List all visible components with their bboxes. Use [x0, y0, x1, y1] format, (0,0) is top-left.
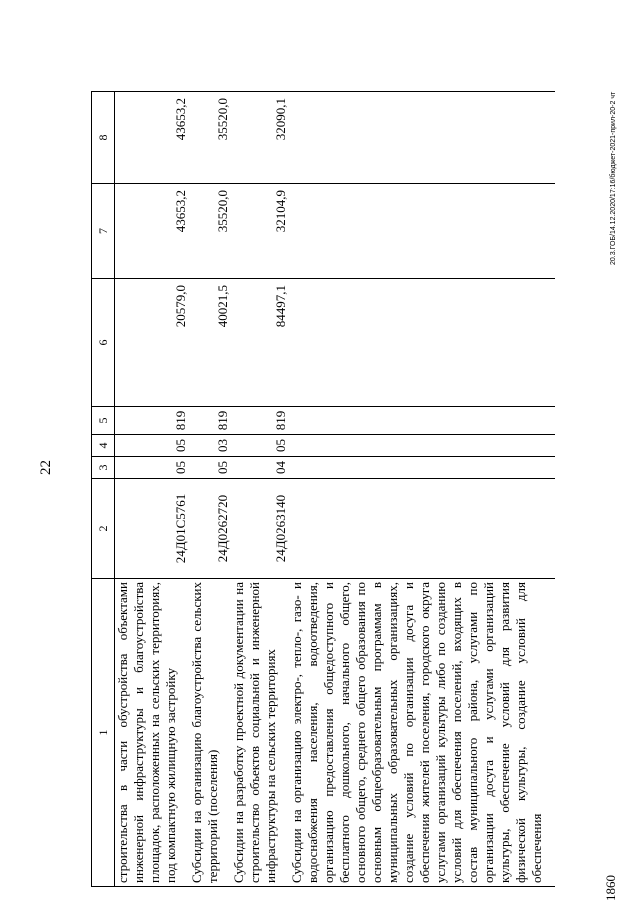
- amount-col8: 43653,2: [115, 92, 190, 184]
- amount-col8: [289, 92, 555, 184]
- expense-type-code: 819: [189, 407, 231, 435]
- row-description: Субсидии на организацию благоустройства сельских территорий (поселения): [189, 579, 231, 887]
- header-row: [92, 92, 115, 887]
- amount-col7: 35520,0: [189, 184, 231, 279]
- amount-col6: 20579,0: [115, 279, 190, 407]
- column-header: 3: [92, 457, 115, 479]
- row-description: Субсидии на разработку проектной документации на строительство объектов социальной и инженерной инфраструктуры на сельских территориях: [231, 579, 289, 887]
- column-header: 5: [92, 407, 115, 435]
- amount-col7: 43653,2: [115, 184, 190, 279]
- column-header: 6: [92, 279, 115, 407]
- expense-type-code: 819: [115, 407, 190, 435]
- target-code: 24Д0262720: [189, 479, 231, 579]
- table-row: [189, 92, 231, 887]
- column-header: 8: [92, 92, 115, 184]
- amount-col6: 40021,5: [189, 279, 231, 407]
- section-code: 05: [115, 457, 190, 479]
- amount-col7: 32104,9: [231, 184, 289, 279]
- budget-table: [91, 91, 555, 887]
- expense-type-code: 819: [231, 407, 289, 435]
- subsection-code: 05: [115, 435, 190, 457]
- section-code: 05: [189, 457, 231, 479]
- expense-type-code: [289, 407, 555, 435]
- amount-col6: [289, 279, 555, 407]
- amount-col8: 32090,1: [231, 92, 289, 184]
- amount-col6: 84497,1: [231, 279, 289, 407]
- amount-col8: 35520,0: [189, 92, 231, 184]
- target-code: [289, 479, 555, 579]
- sheet-number: 1860: [603, 875, 618, 901]
- row-description: Субсидии на организацию электро-, тепло-, газо- и водоснабжения населения, водоотведения, организацию предоставления общедоступного и бесплатного дошкольного, начального общего, основного общего, среднего общего образования по основным общеобразовательным программам в муниципальных образовательных организациях, создание условий по организации досуга и обеспечения жителей поселения, городского округа услугами организаций культуры либо по созданию условий для обеспечения поселений, входящих в состав муниципального района, услугами по организации досуга и услугами организаций культуры, обеспечение условий для развития физической культуры, создание условий для обеспечения: [289, 579, 555, 887]
- column-header: 1: [92, 579, 115, 887]
- column-header: 4: [92, 435, 115, 457]
- subsection-code: 05: [231, 435, 289, 457]
- column-header: 2: [92, 479, 115, 579]
- section-code: 04: [231, 457, 289, 479]
- row-description: строительства в части обустройства объектами инженерной инфраструктуры и благоустройства площадок, расположенных на сельских территориях, под компактную жилищную застройку: [115, 579, 190, 887]
- amount-col7: [289, 184, 555, 279]
- section-code: [289, 457, 555, 479]
- target-code: 24Д01С5761: [115, 479, 190, 579]
- subsection-code: 03: [189, 435, 231, 457]
- page-number: 22: [38, 460, 54, 475]
- table-row: [289, 92, 555, 887]
- column-header: 7: [92, 184, 115, 279]
- table-row: [231, 92, 289, 887]
- table-row: [115, 92, 190, 887]
- target-code: 24Д0263140: [231, 479, 289, 579]
- subsection-code: [289, 435, 555, 457]
- document-reference: 20.3.ГОБ/14.12.2020/17:16/бюджет-2021-прил-20-2 чт: [610, 91, 617, 265]
